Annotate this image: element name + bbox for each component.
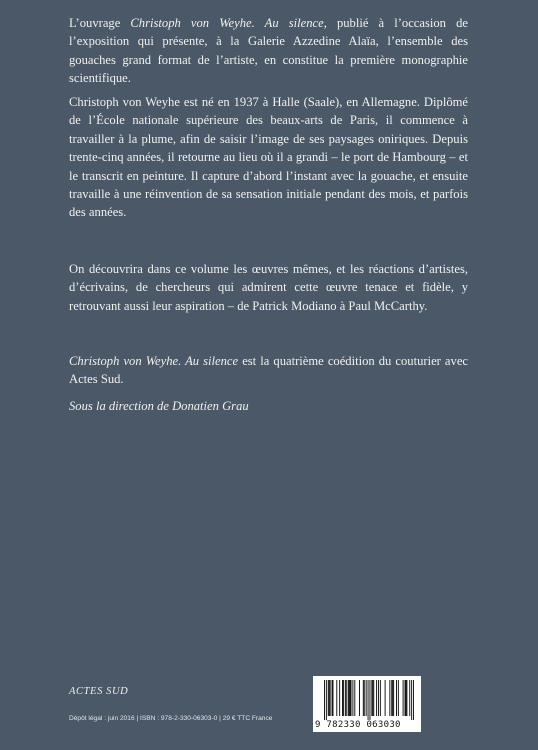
barcode-bar (332, 680, 333, 716)
barcode-digits: 9 782330 063030 (315, 720, 401, 730)
publisher-name: ACTES SUD (69, 686, 129, 697)
isbn-barcode (313, 676, 421, 732)
barcode-bar (354, 680, 355, 716)
barcode-bar (396, 680, 397, 716)
intro-paragraph (69, 14, 468, 88)
barcode-bar (373, 680, 374, 716)
barcode-bar (364, 680, 365, 716)
barcode-bar (376, 680, 377, 716)
barcode-bar (333, 680, 334, 716)
barcode-bar (348, 680, 349, 716)
barcode-bar (363, 680, 364, 716)
barcode-bar (391, 680, 392, 716)
editor-credit: Sous la direction de Donatien Grau (69, 399, 249, 413)
barcode-bar (368, 680, 369, 720)
intro-prefix: L’ouvrage (69, 16, 131, 30)
barcode-bar (380, 680, 381, 716)
barcode-bar (343, 680, 344, 716)
barcode-bar (393, 680, 394, 716)
contributors-paragraph: On découvrira dans ce volume les œuvres mêmes, et les réactions d’artistes, d’écrivains, de chercheurs qui admirent cette œuvre tenace et fidèle, y retrouvant aussi leur aspiration – de Patrick Modiano à Paul McCarthy. (69, 262, 468, 313)
barcode-bar (411, 680, 412, 720)
coedition-book-title: Christoph von Weyhe. Au silence (69, 354, 239, 368)
barcode-bar (392, 680, 393, 716)
barcode-bar (328, 680, 329, 716)
coedition-paragraph (69, 352, 468, 389)
barcode-bars-graphic (324, 680, 414, 720)
barcode-bar (339, 680, 340, 716)
barcode-bar (342, 680, 343, 716)
barcode-bar (413, 680, 414, 720)
barcode-bar (351, 680, 352, 716)
barcode-bar (352, 680, 353, 716)
barcode-bar (405, 680, 406, 716)
barcode-bar (324, 680, 325, 720)
coedition-suffix: est la quatrième coédition du couturier avec Actes Sud. (69, 354, 468, 387)
barcode-bar (409, 680, 410, 716)
book-title: Christoph von Weyhe. Au silence (130, 16, 324, 30)
barcode-bar (346, 680, 347, 716)
barcode-bar (326, 680, 327, 720)
barcode-bar (385, 680, 386, 716)
barcode-bar (371, 680, 372, 716)
barcode-bar (389, 680, 390, 716)
barcode-bar (366, 680, 367, 716)
legal-deposit-line: Dépôt légal : juin 2016 | ISBN : 978-2-330-06303-0 | 29 € TTC France (69, 715, 273, 722)
barcode-bar (330, 680, 331, 716)
barcode-bar (378, 680, 379, 716)
intro-suffix: , publié à l’occasion de l’exposition qui présente, à la Galerie Azzedine Alaïa, l’ensemble des gouaches grand format de l’artiste, en constitue la première monographie scientifique. (69, 16, 468, 86)
barcode-bar (329, 680, 330, 716)
barcode-bar (372, 680, 373, 716)
barcode-bar (403, 680, 404, 716)
barcode-bar (349, 680, 350, 716)
barcode-bar (350, 680, 351, 716)
artist-bio-paragraph: Christoph von Weyhe est né en 1937 à Halle (Saale), en Allemagne. Diplômé de l’École nationale supérieure des beaux-arts de Paris, il commence à travailler à la plume, afin de saisir l’image de ses paysages oniriques. Depuis trente-cinq années, il retourne au lieu où il a grandi – le port de Hambourg – et le transcrit en peinture. Il capture d’abord l’instant avec la gouache, et ensuite travaille à une réinvention de sa sensation initiale pendant des mois, et parfois des années. (69, 95, 468, 220)
barcode-bar (398, 680, 399, 716)
barcode-bar (369, 680, 370, 720)
barcode-bar (345, 680, 346, 716)
barcode-bar (405, 680, 406, 716)
barcode-bar (359, 680, 360, 716)
barcode-bar (406, 680, 407, 716)
barcode-bar (336, 680, 337, 716)
